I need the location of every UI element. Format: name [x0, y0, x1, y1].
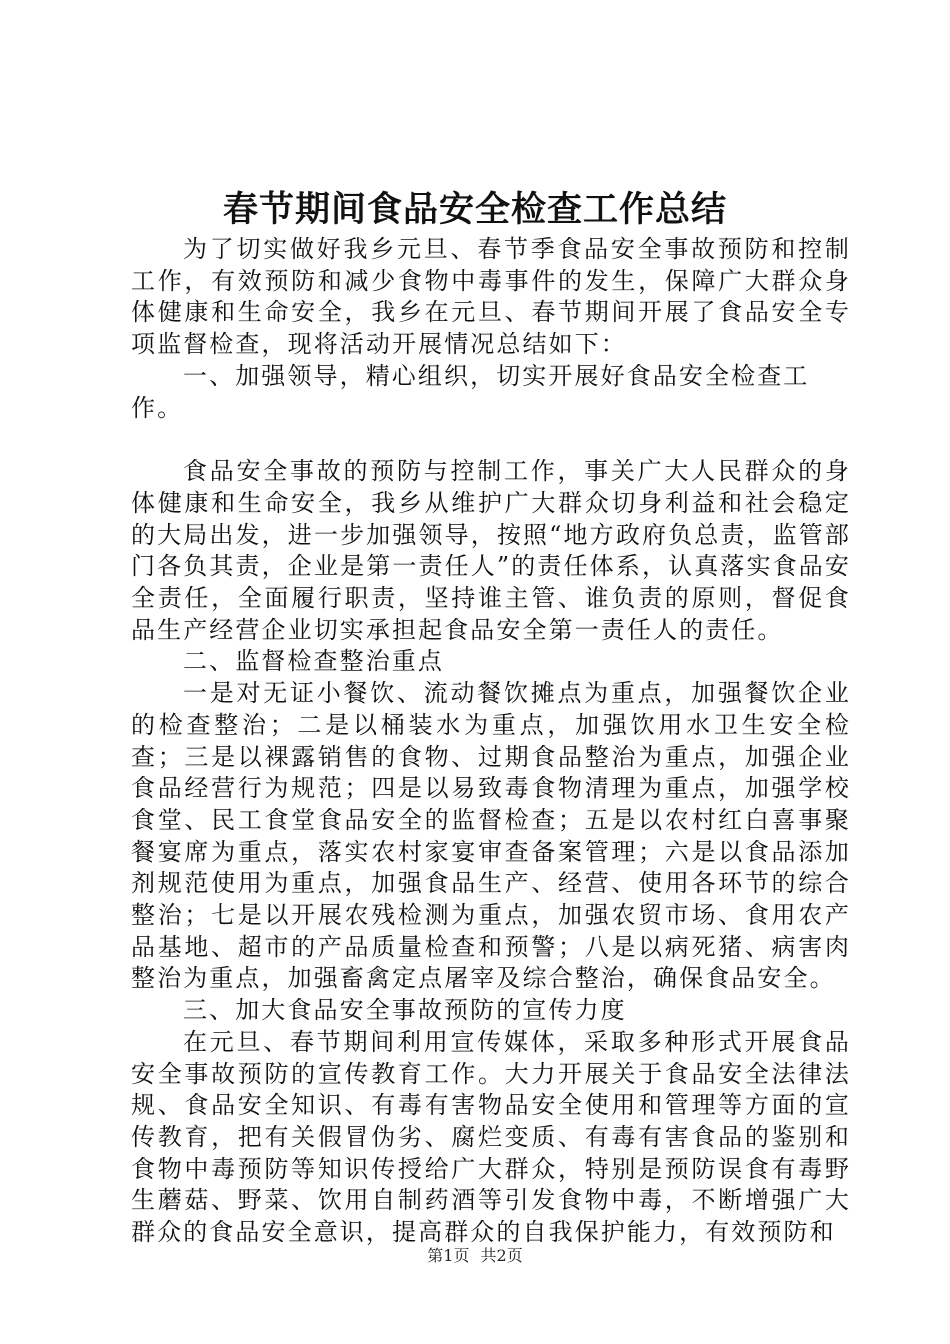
section-heading-2: 二、监督检查整治重点 [183, 647, 444, 676]
section-heading-3: 三、加大食品安全事故预防的宣传力度 [183, 996, 627, 1025]
document-body [131, 234, 851, 1249]
section-heading-1: 一、加强领导，精心组织，切实开展好食品安全检查工作。 [131, 361, 810, 422]
page-number: 第1页 [427, 1246, 470, 1265]
section-1-paragraph: 食品安全事故的预防与控制工作，事关广大人民群众的身体健康和生命安全，我乡从维护广大群众切身利益和社会稳定的大局出发，进一步加强领导，按照“地方政府负总责，监管部门各负其责，企业是第一责任人”的责任体系，认真落实食品安全责任，全面履行职责，坚持谁主管、谁负责的原则，督促食品生产经营企业切实承担起食品安全第一责任人的责任。 [131, 457, 851, 644]
document-title: 春节期间食品安全检查工作总结 [222, 189, 727, 230]
page-total: 共2页 [480, 1246, 523, 1265]
section-3-paragraph: 在元旦、春节期间利用宣传媒体，采取多种形式开展食品安全事故预防的宣传教育工作。大力开展关于食品安全法律法规、食品安全知识、有毒有害物品安全使用和管理等方面的宣传教育，把有关假冒伪劣、腐烂变质、有毒有害食品的鉴别和食物中毒预防等知识传授给广大群众，特别是预防误食有毒野生蘑菇、野菜、饮用自制药酒等引发食物中毒，不断增强广大群众的食品安全意识，提高群众的自我保护能力，有效预防和 [131, 1027, 851, 1247]
intro-paragraph: 为了切实做好我乡元旦、春节季食品安全事故预防和控制工作，有效预防和减少食物中毒事件的发生，保障广大群众身体健康和生命安全，我乡在元旦、春节期间开展了食品安全专项监督检查，现将活动开展情况总结如下： [131, 235, 851, 359]
blank-line [131, 424, 851, 456]
page-footer [0, 1245, 950, 1267]
section-2-paragraph: 一是对无证小餐饮、流动餐饮摊点为重点，加强餐饮企业的检查整治；二是以桶装水为重点，加强饮用水卫生安全检查；三是以裸露销售的食物、过期食品整治为重点，加强企业食品经营行为规范；四是以易致毒食物清理为重点，加强学校食堂、民工食堂食品安全的监督检查；五是以农村红白喜事聚餐宴席为重点，落实农村家宴审查备案管理；六是以食品添加剂规范使用为重点，加强食品生产、经营、使用各环节的综合整治；七是以开展农残检测为重点，加强农贸市场、食用农产品基地、超市的产品质量检查和预警；八是以病死猪、病害肉整治为重点，加强畜禽定点屠宰及综合整治，确保食品安全。 [131, 679, 851, 993]
